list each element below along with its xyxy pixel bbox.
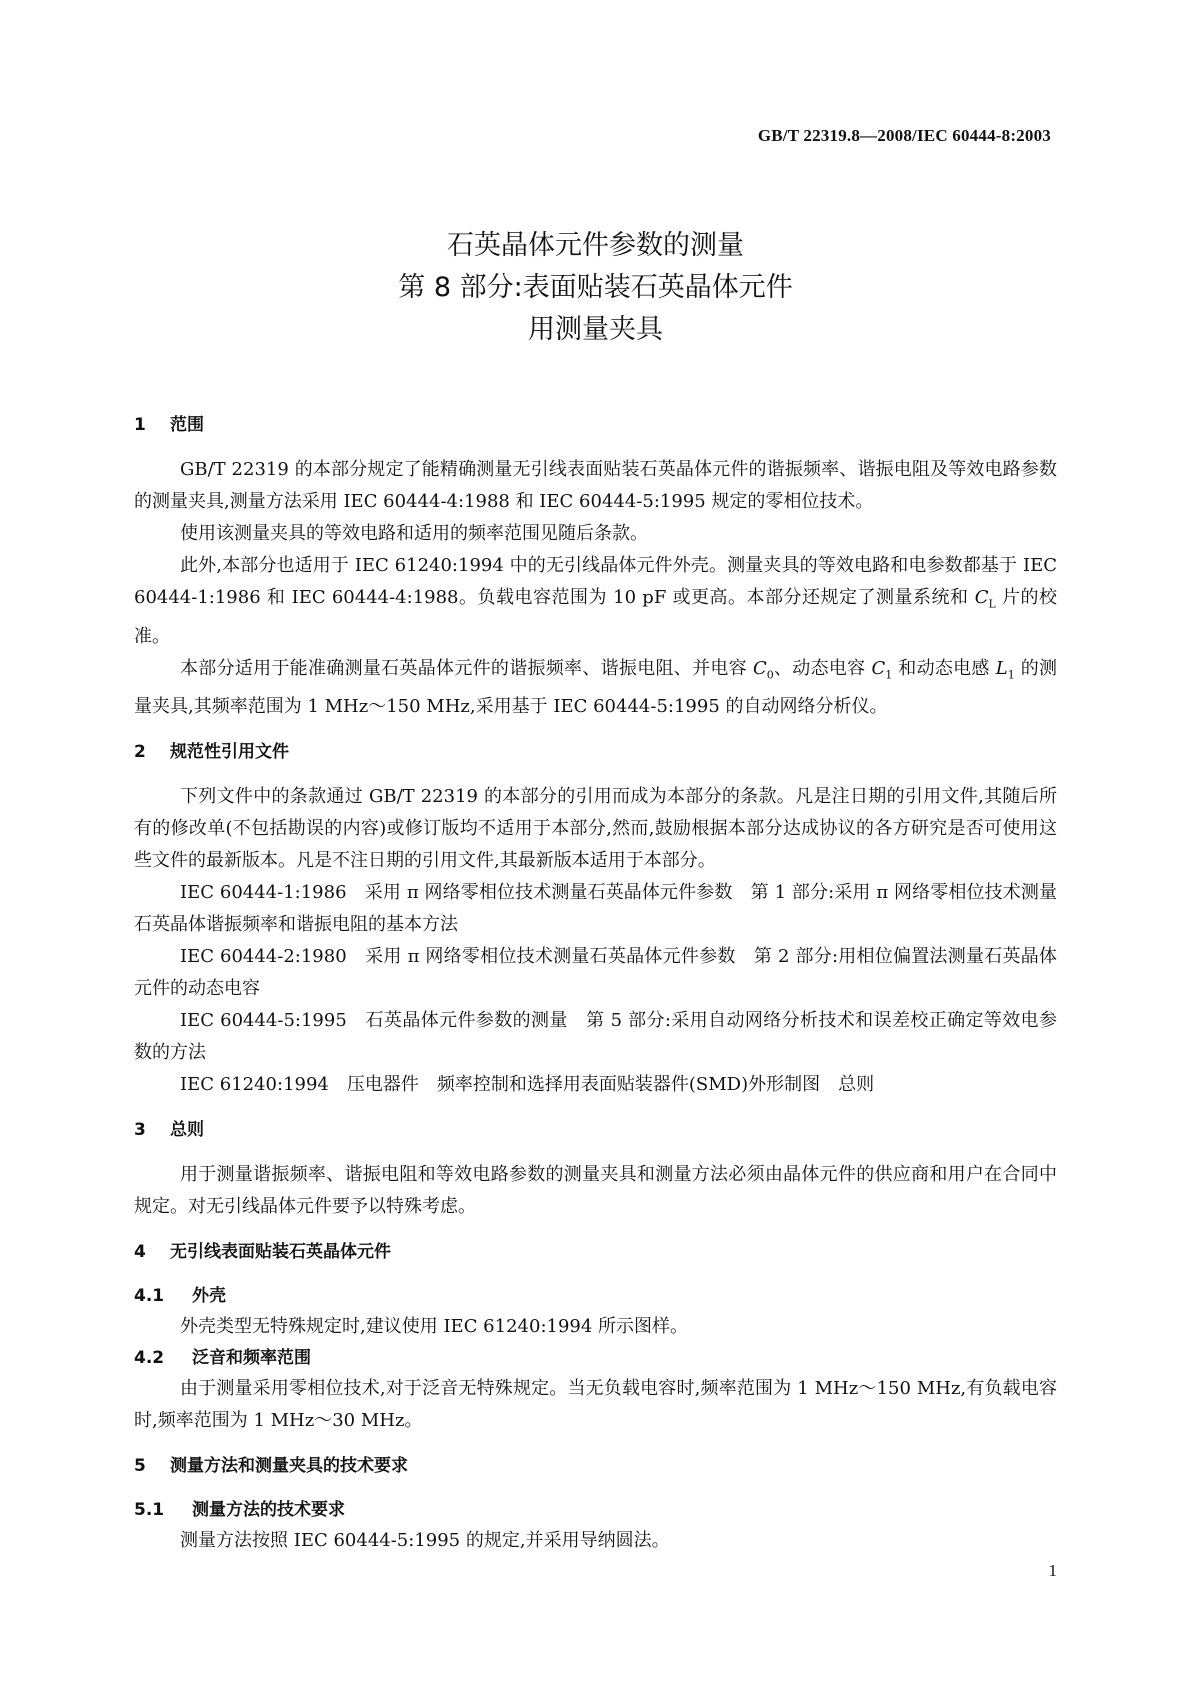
subsection-heading-enclosure: [134, 1281, 1057, 1311]
paragraph: GB/T 22319 的本部分规定了能精确测量无引线表面贴装石英晶体元件的谐振频率、谐振电阻及等效电路参数的测量夹具,测量方法采用 IEC 60444-4:1988 和 IEC 60444-5:1995 规定的零相位技术。: [134, 459, 1057, 512]
document-body: [134, 410, 1057, 1557]
reference-item: IEC 60444-5:1995 石英晶体元件参数的测量 第 5 部分:采用自动网络分析技术和误差校正确定等效电参数的方法: [134, 1010, 1057, 1064]
section-heading-general: [134, 1115, 1057, 1145]
section-heading-normative-references: [134, 737, 1057, 767]
title-line-3: 用测量夹具: [528, 314, 663, 345]
standard-number: GB/T 22319.8—2008/IEC 60444-8:2003: [757, 126, 1051, 145]
title-line-1: 石英晶体元件参数的测量: [447, 230, 744, 261]
subsection-title: 泛音和频率范围: [192, 1348, 311, 1369]
document-title: [0, 225, 1191, 351]
paragraph: 由于测量采用零相位技术,对于泛音无特殊规定。当无负载电容时,频率范围为 1 MHz～150 MHz,有负载电容时,频率范围为 1 MHz～30 MHz。: [134, 1378, 1057, 1432]
section-heading-leadless-smd: [134, 1237, 1057, 1267]
paragraph: 使用该测量夹具的等效电路和适用的频率范围见随后条款。: [180, 523, 648, 544]
section-title: 规范性引用文件: [170, 742, 289, 763]
subsection-heading-method-requirements: [134, 1495, 1057, 1525]
paragraph: 外壳类型无特殊规定时,建议使用 IEC 61240:1994 所示图样。: [180, 1316, 689, 1338]
section-title: 总则: [170, 1120, 204, 1141]
section-title: 无引线表面贴装石英晶体元件: [170, 1242, 391, 1263]
paragraph: 本部分适用于能准确测量石英晶体元件的谐振频率、谐振电阻、并电容 $C_0$、动态电容 $C_1$ 和动态电感 $L_1$ 的测量夹具,其频率范围为 1 MHz～150 MHz,采用基于 IEC 60444-5:1995 的自动网络分析仪。: [134, 657, 1057, 718]
section-number: 3: [134, 1120, 146, 1141]
subsection-number: 4.1: [134, 1286, 165, 1307]
paragraph: 此外,本部分也适用于 IEC 61240:1994 中的无引线晶体元件外壳。测量夹具的等效电路和电参数都基于 IEC 60444-1:1986 和 IEC 60444-4:1988。负载电容范围为 10 pF 或更高。本部分还规定了测量系统和 $C_L$ 片的校准。: [134, 555, 1057, 647]
title-line-2: 第 8 部分:表面贴装石英晶体元件: [398, 272, 793, 303]
section-title: 测量方法和测量夹具的技术要求: [170, 1456, 408, 1477]
reference-item: IEC 60444-1:1986 采用 π 网络零相位技术测量石英晶体元件参数 第 1 部分:采用 π 网络零相位技术测量石英晶体谐振频率和谐振电阻的基本方法: [134, 882, 1057, 936]
paragraph: 测量方法按照 IEC 60444-5:1995 的规定,并采用导纳圆法。: [180, 1530, 670, 1552]
subsection-heading-overtone-frequency: [134, 1343, 1057, 1373]
reference-item: IEC 61240:1994 压电器件 频率控制和选择用表面贴装器件(SMD)外形制图 总则: [180, 1074, 875, 1096]
reference-item: IEC 60444-2:1980 采用 π 网络零相位技术测量石英晶体元件参数 第 2 部分:用相位偏置法测量石英晶体元件的动态电容: [134, 946, 1057, 1000]
section-number: 1: [134, 415, 146, 435]
section-heading-method-fixture-requirements: [134, 1451, 1057, 1481]
section-title: 范围: [170, 415, 204, 435]
subsection-title: 测量方法的技术要求: [192, 1500, 345, 1521]
page-number: 1: [1048, 1561, 1057, 1580]
paragraph: 下列文件中的条款通过 GB/T 22319 的本部分的引用而成为本部分的条款。凡是注日期的引用文件,其随后所有的修改单(不包括勘误的内容)或修订版均不适用于本部分,然而,鼓励根据本部分达成协议的各方研究是否可使用这些文件的最新版本。凡是不注日期的引用文件,其最新版本适用于本部分。: [134, 786, 1057, 872]
section-number: 2: [134, 742, 146, 763]
section-heading-scope: [134, 410, 1057, 440]
paragraph: 用于测量谐振频率、谐振电阻和等效电路参数的测量夹具和测量方法必须由晶体元件的供应商和用户在合同中规定。对无引线晶体元件要予以特殊考虑。: [134, 1164, 1057, 1218]
subsection-number: 4.2: [134, 1348, 165, 1369]
section-number: 4: [134, 1242, 146, 1263]
section-number: 5: [134, 1456, 146, 1477]
subsection-title: 外壳: [192, 1286, 226, 1307]
subsection-number: 5.1: [134, 1500, 165, 1521]
